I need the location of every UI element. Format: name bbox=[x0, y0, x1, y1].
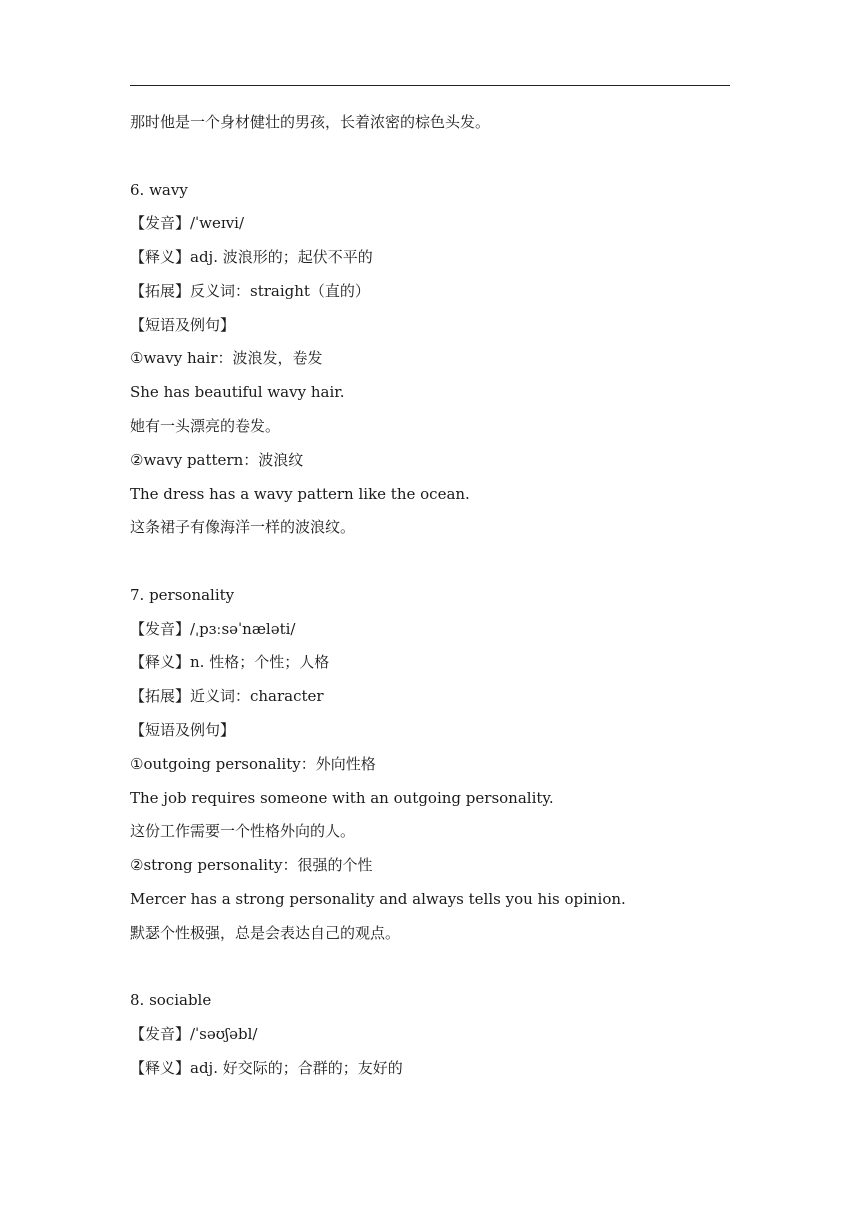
entry-phrases-header: 【短语及例句】 bbox=[130, 721, 236, 739]
example-zh: 这条裙子有像海洋一样的波浪纹。 bbox=[130, 518, 356, 536]
entry-heading: 7. personality bbox=[130, 586, 235, 604]
example-zh: 默瑟个性极强，总是会表达自己的观点。 bbox=[130, 924, 401, 942]
example-en: Mercer has a strong personality and always tells you his opinion. bbox=[130, 890, 626, 908]
entry-definition: 【释义】adj. 波浪形的；起伏不平的 bbox=[130, 248, 373, 266]
entry-definition: 【释义】n. 性格；个性；人格 bbox=[130, 653, 330, 671]
example-en: She has beautiful wavy hair. bbox=[130, 383, 345, 401]
entry-definition: 【释义】adj. 好交际的；合群的；友好的 bbox=[130, 1059, 403, 1077]
example-zh: 她有一头漂亮的卷发。 bbox=[130, 417, 281, 435]
entry-extension: 【拓展】近义词：character bbox=[130, 687, 324, 705]
entry-pronunciation: 【发音】/ˌpɜːsəˈnæləti/ bbox=[130, 620, 296, 638]
example-en: The job requires someone with an outgoing personality. bbox=[130, 789, 554, 807]
phrase: ②strong personality：很强的个性 bbox=[130, 856, 373, 874]
phrase: ②wavy pattern：波浪纹 bbox=[130, 451, 304, 469]
entry-heading: 8. sociable bbox=[130, 991, 212, 1009]
entry-pronunciation: 【发音】/ˈweɪvi/ bbox=[130, 214, 245, 232]
header-rule bbox=[130, 85, 730, 86]
entry-heading: 6. wavy bbox=[130, 181, 188, 199]
phrase: ①wavy hair：波浪发，卷发 bbox=[130, 349, 323, 367]
entry-pronunciation: 【发音】/ˈsəʊʃəbl/ bbox=[130, 1025, 258, 1043]
intro-translation: 那时他是一个身材健壮的男孩，长着浓密的棕色头发。 bbox=[130, 113, 491, 131]
entry-phrases-header: 【短语及例句】 bbox=[130, 316, 236, 334]
entry-extension: 【拓展】反义词：straight（直的） bbox=[130, 282, 370, 300]
example-en: The dress has a wavy pattern like the ocean. bbox=[130, 485, 470, 503]
phrase: ①outgoing personality：外向性格 bbox=[130, 755, 376, 773]
example-zh: 这份工作需要一个性格外向的人。 bbox=[130, 822, 356, 840]
